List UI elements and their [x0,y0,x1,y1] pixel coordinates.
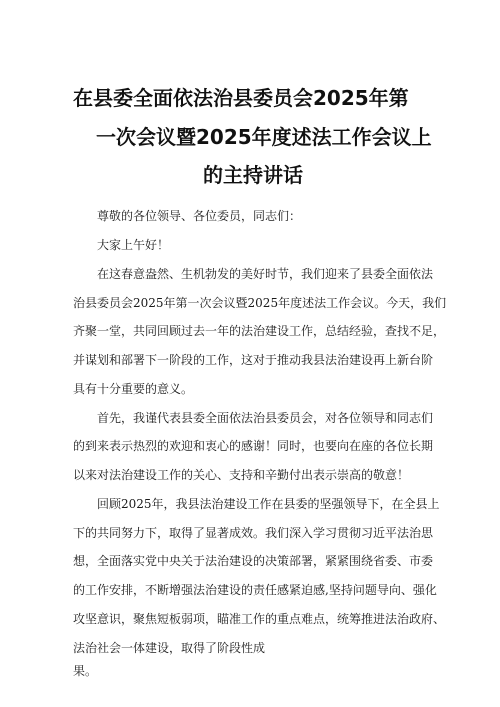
title-line-1: 在县委全面依法治县委员会2025年第 [73,86,409,110]
greeting: 大家上午好！ [97,238,170,252]
paragraph-line: 回顾2025年，我县法治建设工作在县委的坚强领导下，在全县上 [97,497,440,511]
paragraph-line: 的到来表示热烈的欢迎和衷心的感谢！同时，也要向在座的各位长期 [73,439,434,453]
paragraph-line: 想，全面落实党中央关于法治建设的决策部署，紧紧围绕省委、市委 [73,554,434,568]
paragraph-line: 以来对法治建设工作的关心、支持和辛勤付出表示崇高的敬意！ [73,468,410,482]
paragraph-line: 的工作安排，不断增强法治建设的责任感紧迫感,坚持问题导向、强化 [73,583,437,597]
paragraph-line: 果。 [73,664,98,678]
paragraph-line: 在这春意盎然、生机勃发的美好时节，我们迎来了县委全面依法 [97,267,434,281]
paragraph-line: 并谋划和部署下一阶段的工作，这对于推动我县法治建设再上新台阶 [73,353,434,367]
paragraph-line: 治县委员会2025年第一次会议暨2025年度述法工作会议。今天，我们 [73,296,447,310]
paragraph-line: 具有十分重要的意义。 [73,382,194,396]
paragraph-line: 下的共同努力下，取得了显著成效。我们深入学习贯彻习近平法治思 [73,526,434,540]
title-line-3: 的主持讲话 [203,163,303,187]
paragraph-line: 法治社会一体建设，取得了阶段性成 [73,641,266,655]
paragraph-line: 攻坚意识，聚焦短板弱项，瞄准工作的重点难点，统筹推进法治政府、 [73,612,446,626]
salutation: 尊敬的各位领导、各位委员，同志们： [97,209,302,223]
title-line-2: 一次会议暨2025年度述法工作会议上 [96,125,432,149]
paragraph-line: 首先，我谨代表县委全面依法治县委员会，对各位领导和同志们 [97,411,434,425]
paragraph-line: 齐聚一堂，共同回顾过去一年的法治建设工作，总结经验，查找不足， [73,324,446,338]
